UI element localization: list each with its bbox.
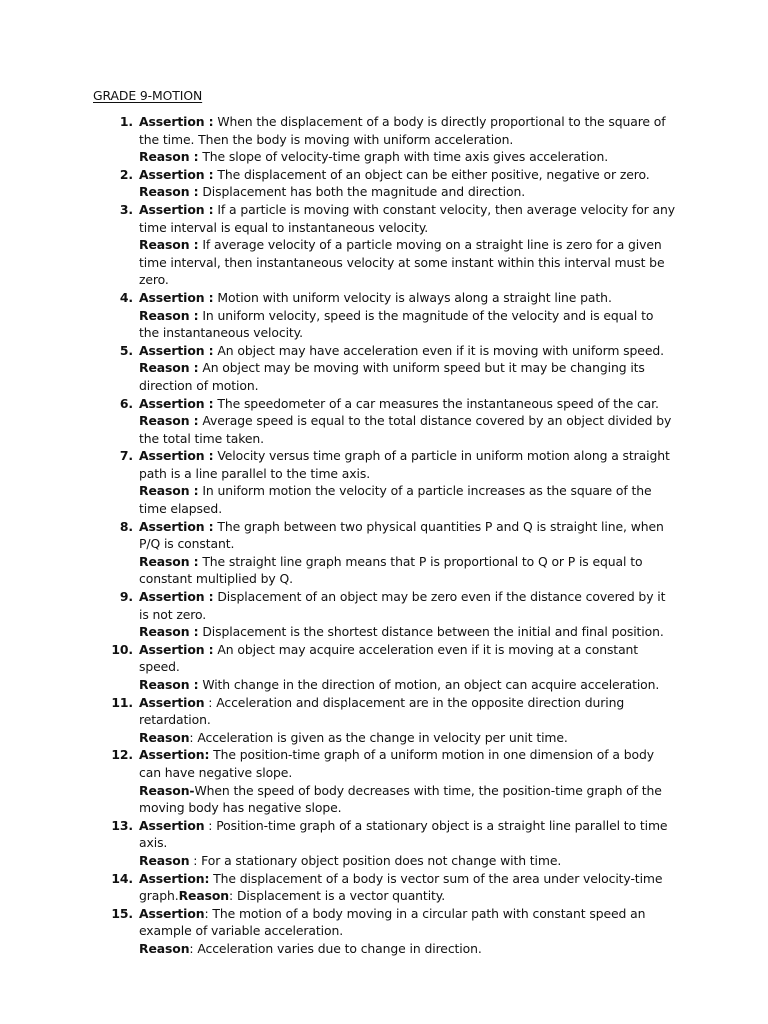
assertion-text: : Acceleration and displacement are in the opposite direction during retardation.: [139, 694, 625, 728]
reason-paragraph: [139, 553, 677, 588]
reason-paragraph: [139, 412, 677, 447]
assertion-label: Assertion:: [139, 747, 210, 763]
assertion-label: Assertion: [139, 817, 205, 833]
assertion-text: Motion with uniform velocity is always along a straight line path.: [213, 289, 612, 305]
assertion-text: When the displacement of a body is directly proportional to the square of the time. Then the body is moving with uniform acceleration.: [139, 114, 666, 147]
assertion-label: Assertion :: [139, 395, 214, 411]
question-number: 14.: [111, 870, 133, 886]
question-item: [119, 201, 677, 289]
reason-label: Reason :: [139, 483, 199, 499]
assertion-label: Assertion :: [139, 589, 214, 605]
reason-label: Reason-: [139, 782, 195, 798]
reason-paragraph: [139, 148, 677, 166]
assertion-text: An object may acquire acceleration even if it is moving at a constant speed.: [139, 641, 639, 675]
question-number: 10.: [111, 641, 133, 657]
reason-text: The slope of velocity-time graph with time axis gives acceleration.: [198, 149, 609, 165]
assertion-paragraph: [139, 201, 677, 236]
reason-label: Reason :: [139, 307, 199, 323]
assertion-paragraph: [139, 342, 677, 360]
reason-text: : For a stationary object position does not change with time.: [189, 852, 562, 868]
reason-label: Reason :: [139, 360, 199, 376]
question-item: [111, 694, 677, 747]
reason-label: Reason: [139, 940, 190, 956]
reason-paragraph: [139, 183, 677, 201]
assertion-text: The speedometer of a car measures the instantaneous speed of the car.: [213, 395, 659, 411]
question-number: 3.: [119, 201, 133, 217]
assertion-text: Displacement of an object may be zero even if the distance covered by it is not zero.: [139, 589, 666, 622]
assertion-label: Assertion :: [139, 289, 214, 305]
assertion-label: Assertion :: [139, 641, 214, 657]
reason-label: Reason :: [139, 413, 199, 429]
assertion-paragraph: [139, 166, 677, 184]
question-item: [119, 395, 677, 448]
reason-text: : Acceleration is given as the change in velocity per unit time.: [189, 729, 568, 745]
assertion-paragraph: [139, 870, 677, 905]
reason-text: Displacement is the shortest distance between the initial and final position.: [198, 624, 664, 640]
assertion-text: : Position-time graph of a stationary object is a straight line parallel to time axis.: [139, 817, 668, 851]
assertion-label: Assertion: [139, 694, 205, 710]
assertion-text: : The motion of a body moving in a circular path with constant speed an example of variable acceleration.: [139, 905, 646, 939]
reason-label: Reason :: [139, 624, 199, 640]
assertion-label: Assertion :: [139, 166, 214, 182]
reason-text: With change in the direction of motion, an object can acquire acceleration.: [198, 677, 660, 692]
reason-label: Reason: [139, 852, 190, 868]
assertion-paragraph: [139, 746, 677, 781]
reason-paragraph: [139, 359, 677, 394]
reason-paragraph: [139, 236, 677, 289]
reason-text: In uniform motion the velocity of a particle increases as the square of the time elapsed.: [139, 483, 652, 517]
assertion-text: The graph between two physical quantities P and Q is straight line, when P/Q is constant.: [139, 518, 664, 552]
assertion-text: If a particle is moving with constant velocity, then average velocity for any time interval is equal to instantaneous velocity.: [139, 201, 675, 235]
reason-label: Reason :: [139, 677, 199, 692]
assertion-paragraph: [139, 395, 677, 413]
assertion-text: The displacement of an object can be either positive, negative or zero.: [213, 166, 650, 182]
assertion-paragraph: [139, 289, 677, 307]
question-item: [119, 113, 677, 166]
reason-label: Reason :: [139, 237, 199, 253]
assertion-paragraph: [139, 518, 677, 553]
assertion-paragraph: [139, 905, 677, 940]
question-number: 2.: [119, 166, 133, 182]
question-item: [111, 870, 677, 905]
assertion-label: Assertion :: [139, 342, 214, 358]
reason-text: An object may be moving with uniform speed but it may be changing its direction of motion.: [139, 360, 645, 393]
reason-text: : Displacement is a vector quantity.: [229, 888, 446, 904]
question-item: [119, 342, 677, 395]
reason-paragraph: [139, 482, 677, 517]
assertion-paragraph: [139, 641, 677, 676]
question-number: 1.: [119, 114, 133, 129]
question-number: 7.: [119, 448, 133, 464]
assertion-paragraph: [139, 588, 677, 623]
reason-text: Displacement has both the magnitude and direction.: [198, 184, 526, 200]
assertion-label: Assertion: [139, 905, 205, 921]
reason-text: In uniform velocity, speed is the magnitude of the velocity and is equal to the instantaneous velocity.: [139, 307, 654, 341]
question-item: [119, 588, 677, 641]
reason-label: Reason: [178, 888, 230, 904]
reason-paragraph: [139, 307, 677, 342]
assertion-label: Assertion :: [139, 114, 214, 129]
question-item: [111, 641, 677, 694]
assertion-text: Velocity versus time graph of a particle in uniform motion along a straight path is a line parallel to the time axis.: [139, 448, 670, 481]
assertion-paragraph: [139, 447, 677, 482]
assertion-label: Assertion :: [139, 448, 214, 464]
question-number: 9.: [119, 589, 133, 605]
reason-text: Average speed is equal to the total distance covered by an object divided by the total time taken.: [139, 413, 672, 446]
assertion-label: Assertion :: [139, 201, 214, 217]
question-item: [111, 817, 677, 870]
question-item: [111, 905, 677, 958]
reason-paragraph: [139, 676, 677, 694]
assertion-label: Assertion:: [139, 870, 210, 886]
assertion-paragraph: [139, 694, 677, 729]
question-item: [119, 289, 677, 342]
reason-paragraph: [139, 940, 677, 958]
question-number: 12.: [111, 747, 133, 763]
question-item: [119, 166, 677, 201]
question-item: [119, 447, 677, 517]
assertion-paragraph: [139, 113, 677, 148]
question-number: 6.: [119, 395, 133, 411]
question-number: 13.: [111, 817, 133, 833]
assertion-text: The displacement of a body is vector sum of the area under velocity-time graph.: [139, 870, 663, 904]
question-item: [111, 746, 677, 816]
reason-label: Reason :: [139, 149, 199, 165]
question-item: [119, 518, 677, 588]
reason-text: : Acceleration varies due to change in direction.: [189, 940, 482, 956]
reason-text: The straight line graph means that P is proportional to Q or P is equal to constant multiplied by Q.: [139, 553, 643, 587]
reason-text: If average velocity of a particle moving on a straight line is zero for a given time interval, then instantaneous velocity at some instant within this interval must be zero.: [139, 237, 665, 288]
assertion-text: The position-time graph of a uniform motion in one dimension of a body can have negative slope.: [139, 747, 654, 780]
assertion-text: An object may have acceleration even if it is moving with uniform speed.: [213, 342, 664, 358]
question-number: 11.: [111, 694, 133, 710]
reason-paragraph: [139, 852, 677, 870]
document-title: GRADE 9-MOTION: [93, 88, 203, 103]
reason-paragraph: [139, 729, 677, 747]
reason-label: Reason :: [139, 184, 199, 200]
assertion-label: Assertion :: [139, 518, 214, 534]
question-number: 8.: [119, 518, 133, 534]
question-number: 15.: [111, 905, 133, 921]
reason-label: Reason: [139, 729, 190, 745]
reason-paragraph: [139, 623, 677, 641]
reason-paragraph: [139, 782, 677, 817]
reason-text: When the speed of body decreases with time, the position-time graph of the moving body has negative slope.: [139, 782, 662, 816]
question-number: 4.: [119, 289, 133, 305]
assertion-paragraph: [139, 817, 677, 852]
question-number: 5.: [119, 342, 133, 358]
reason-label: Reason :: [139, 553, 199, 569]
assertion-reason-list: [111, 113, 677, 958]
